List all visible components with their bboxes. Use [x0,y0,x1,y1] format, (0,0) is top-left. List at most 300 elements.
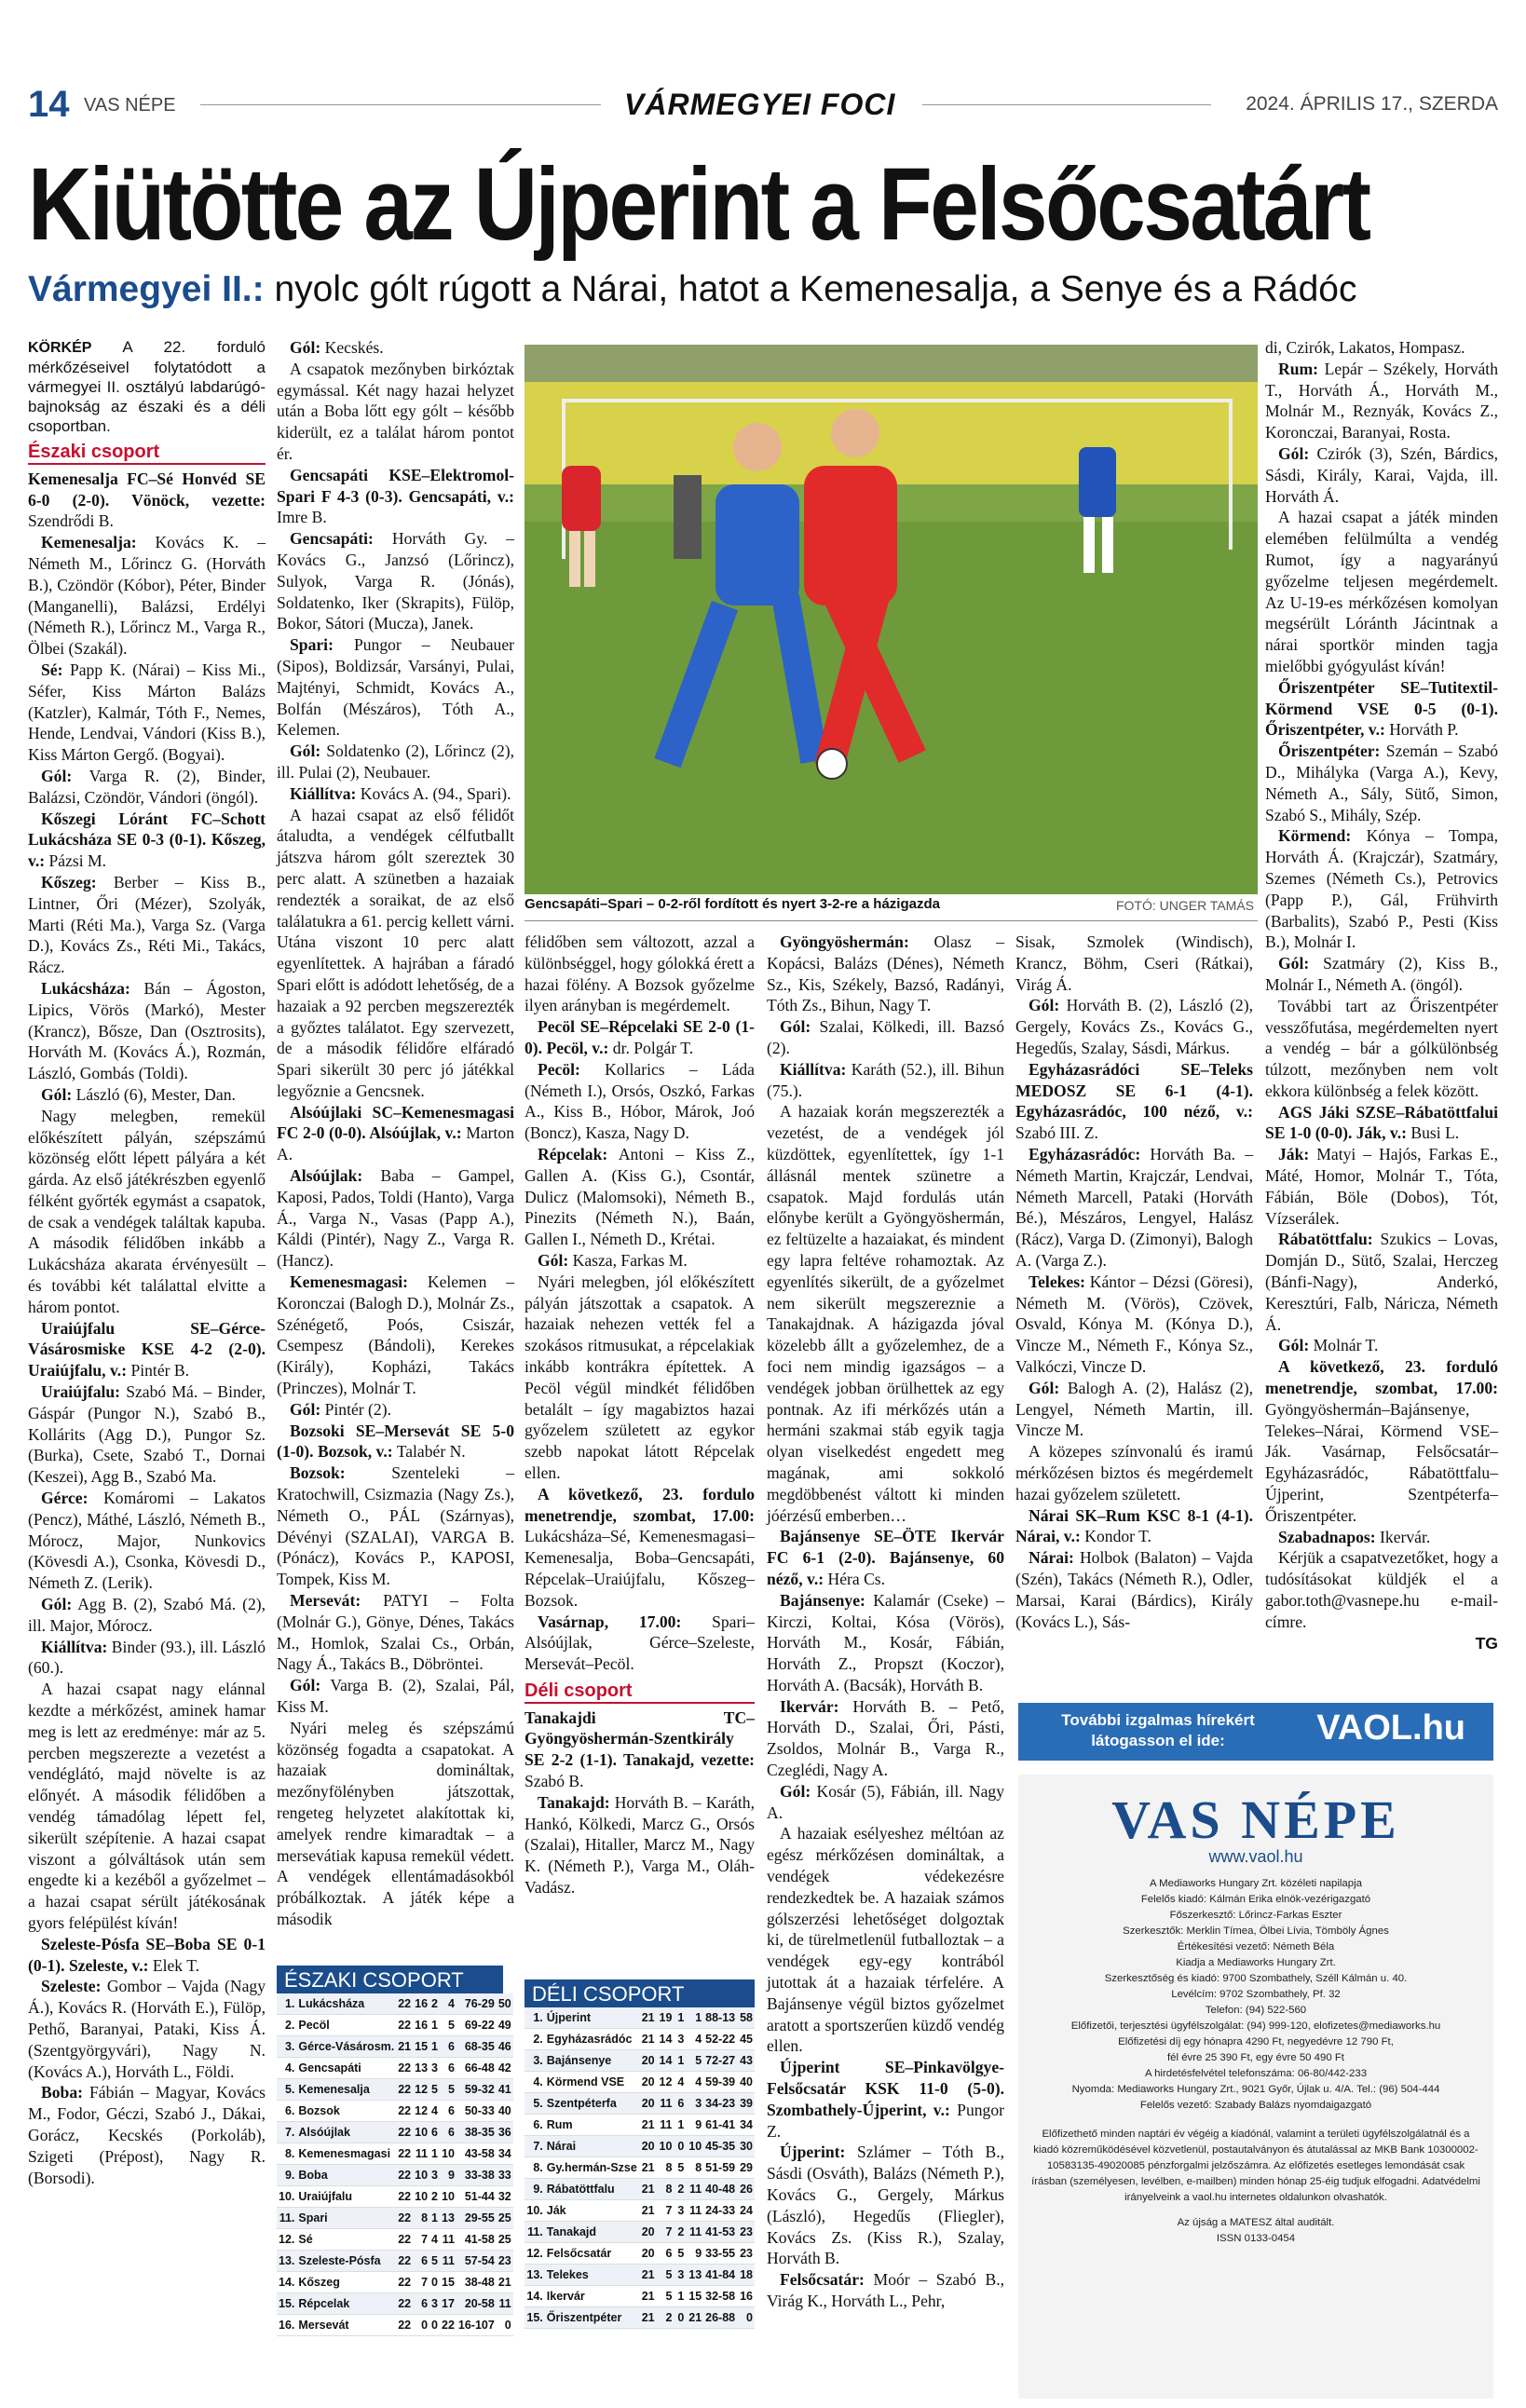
stat-cell: 13 [686,2265,703,2286]
standings-south-table [525,2007,755,2329]
paragraph: Kovács K. – Németh M., Lőrincz G. (Horváth B.), Czöndör (Kóbor), Péter, Binder (Manganelli), Balázsi, Erdélyi (Németh R.), Lőrincz M., Varga R., Ölbei (Szakál). [28,533,266,659]
team-name-cell: Mersevát [296,2315,396,2336]
stat-cell: 33-55 [703,2243,737,2265]
paragraph: Antoni – Kiss Z., Gallen A. (Kiss G.), Csontár, Dulicz (Malomsoki), Németh B., Pinezits (Németh N.), Baán, Gallen I., Németh D., Krétai. [525,1144,755,1249]
stat-cell: 1 [429,2036,440,2058]
standings-row [525,2050,755,2072]
stat-cell: 0 [413,2315,429,2336]
sent-off-label: Kiállítva: [41,1637,108,1656]
paragraph: Kelemen – Koronczai (Balogh D.), Molnár Zs., Szénégető, Poós, Csiszár, Csempesz (Bándoli), Kerekes (Király), Kopházi, Takács (Princzes), Molnár T. [277,1272,514,1398]
impressum-line: Szerkesztőség és kiadó: 9700 Szombathely, Széll Kálmán u. 40. [1104,1973,1408,1984]
standings-row [525,2093,755,2115]
stat-cell: 6 [440,2058,456,2079]
article-column-3 [525,932,755,1898]
paragraph: Sisak, Szmolek (Windisch), Krancz, Böhm, Cseri (Rátkai), Virág Á. [1015,932,1253,994]
sent-off-label: Kiállítva: [290,783,357,803]
stat-cell: 36 [497,2122,513,2143]
stat-cell: 20-58 [456,2293,497,2315]
stat-cell: 11 [440,2229,456,2251]
team-name-cell: Ikervár [545,2286,639,2307]
stat-cell: 21 [639,2200,657,2222]
stat-cell: 49 [497,2015,513,2036]
stat-cell: 2 [674,2179,686,2200]
paragraph: Bán – Ágoston, Lipics, Vörös (Markó), Mester (Krancz), Bősze, Dan (Osztrosits), Horváth M. (Kovács Á.), Rozmán, László, Gombás (Toldi). [28,978,266,1083]
impressum-line: Előfizetői, terjesztési ügyfélszolgálat: (94) 999-120, elofizetes@mediaworks.hu [1070,2020,1441,2032]
subheadline [28,268,1498,311]
match-heading: Újperint SE–Pinkavölgye-Felsőcsatár KSK 11-0 (5-0). Szombathely-Újperint, v.: [767,2058,1004,2119]
stat-cell: 3. [277,2036,296,2058]
stat-cell: 15 [440,2272,456,2293]
paragraph: Busi L. [1407,1123,1460,1143]
paragraph: Fábián – Magyar, Kovács M., Fodor, Géczi, Szabó J., Dákai, Gorácz, Kecskés (Porkoláb), Szigeti (Prépost), Nagy R. (Borsodi). [28,2083,266,2187]
paragraph: Elek T. [148,1955,200,1975]
paragraph: Spari–Alsóújlak, Gérce–Szeleste, Mersevát–Pecöl. [525,1612,755,1674]
paragraph: Binder (93.), ill. László (60.). [28,1637,266,1678]
header-rule-left [200,104,601,105]
standings-row [277,2208,513,2229]
stat-cell: 22 [396,2143,413,2165]
stat-cell: 0 [429,2315,440,2336]
stat-cell: 21 [396,2036,413,2058]
stat-cell: 1 [429,2015,440,2036]
standings-row [277,2315,513,2336]
team-name-cell: Rum [545,2115,639,2136]
paragraph: Moór – Szabó B., Virág K., Horváth L., Pehr, [767,2270,1004,2310]
team-label: Bajánsenye: [780,1590,865,1610]
stat-cell: 5 [440,2015,456,2036]
paragraph: Gombor – Vajda (Nagy Á.), Kovács R. (Horváth E.), Fülöp, Pethő, Baranyai, Pataki, Kiss Á. (Szentgyörgyvári), Nagy N. (Kovács A.), Horváth L., Földi. [28,1977,266,2081]
football-action-image [525,345,1258,894]
standings-row [525,2200,755,2222]
section-title: VÁRMEGYEI FOCI [624,88,896,121]
stat-cell: 23 [737,2222,755,2243]
paragraph: A hazaiak korán megszerezték a vezetést, de a vendégek jól küzdöttek, egyenlítettek, így 1-1 állásnál mentek szünetre a csapatok. Majd fordulás után előnybe került a Gyöngyöshermán, ez feltüzelte a hazaiakat, és mindent egy lapra feltéve rohamoztak. Az egyenlítés sikerült, de a győzelmet nem sikerült megszereznie a Tanakajdnak. A házigazda jóval közelebb állt a győzelemhez, de a foci nem mindig igazságos – a vendégek jobban örülhettek az egy pontnak. Az ifi mérkőzés után a hermáni szakmai stáb egyik tagja olyan viselkedést engedett meg magának, ami sokkoló megdöbbenést váltott ki minden jóérzésű emberben… [767,1102,1004,1525]
paragraph: Matyi – Hajós, Farkas E., Máté, Homor, Molnár T., Tóta, Fábián, Böle (Dobos), Tót, Vízserálek. [1265,1145,1498,1228]
paragraph: Soldatenko (2), Lőrincz (2), ill. Pulai (2), Neubauer. [277,741,514,782]
stat-cell: 16. [277,2315,296,2336]
paragraph: László (6), Mester, Dan. [72,1084,236,1104]
stat-cell: 24 [737,2200,755,2222]
paragraph: Kollarics – Láda (Németh I.), Orsós, Oszkó, Farkas A., Kiss B., Hóbor, Márok, Joó (Boncz), Kasza, Nagy D. [525,1059,755,1143]
stat-cell: 11 [686,2200,703,2222]
match-heading: AGS Jáki SZSE–Rábatöttfalui SE 1-0 (0-0). Ják, v.: [1265,1102,1498,1143]
impressum-line: Felelős kiadó: Kálmán Erika elnök-vezérigazgató [1140,1894,1371,1905]
article-column-5 [1015,932,1253,1632]
stat-cell: 11 [657,2093,674,2115]
goals-label: Gól: [1278,954,1310,973]
photo-credit: FOTÓ: UNGER TAMÁS [1115,898,1254,913]
impressum-line: Telefon: (94) 522-560 [1205,2005,1307,2016]
website-url[interactable]: www.vaol.hu [1208,1847,1303,1866]
paragraph: Horváth Ba. – Németh Martin, Krajczár, Lendvai, Németh Marcell, Pataki (Horváth Bé.), Mészáros, Lengyel, Halász (Rácz), Varga D. (Zimonyi), Balogh A. (Varga Z.). [1015,1144,1253,1270]
stat-cell: 7 [413,2229,429,2251]
stat-cell: 8. [277,2143,296,2165]
team-label: Gérce: [41,1489,89,1508]
lead-text: A 22. forduló mérkőzéseivel folytatódott a vármegyei II. osztályú labdarúgó-bajnokság az északi és a déli csoportban. [28,338,266,435]
stat-cell: 66-48 [456,2058,497,2079]
stat-cell: 20 [639,2243,657,2265]
promo-brand[interactable]: VAOL.hu [1316,1708,1465,1748]
publication-name: VAS NÉPE [84,95,176,116]
paragraph: Szabó III. Z. [1015,1123,1098,1143]
standings-row [277,2122,513,2143]
stat-cell: 8. [525,2157,545,2179]
stat-cell: 18 [737,2265,755,2286]
team-name-cell: Kemenesalja [296,2079,396,2101]
stat-cell: 4. [277,2058,296,2079]
paragraph: Balogh A. (2), Halász (2), Lengyel, Németh Martin, ill. Vincze M. [1015,1378,1253,1440]
stat-cell: 26 [737,2179,755,2200]
stat-cell: 7 [413,2272,429,2293]
goals-label: Gól: [780,1781,811,1801]
stat-cell: 6. [277,2101,296,2122]
team-name-cell: Őriszentpéter [545,2307,639,2329]
stat-cell: 4 [440,1993,456,2015]
stat-cell: 13. [525,2265,545,2286]
match-heading: Nárai SK–Rum KSC 8-1 (4-1). Nárai, v.: [1015,1505,1253,1546]
stat-cell: 11 [686,2222,703,2243]
paragraph: Holbok (Balaton) – Vajda (Szén), Takács (Németh R.), Odler, Marsai, Karai (Bárdics), Király (Kovács L.), Sás- [1015,1548,1253,1631]
stat-cell: 19 [657,2007,674,2029]
team-name-cell: Alsóújlak [296,2122,396,2143]
impressum-line: fél évre 25 390 Ft, egy évre 50 490 Ft [1167,2052,1344,2063]
stat-cell: 21 [639,2265,657,2286]
stat-cell: 45 [737,2029,755,2050]
stat-cell: 76-29 [456,1993,497,2015]
stat-cell: 12. [525,2243,545,2265]
stat-cell: 9 [440,2165,456,2186]
paragraph: Héra Cs. [824,1569,886,1588]
stat-cell: 0 [497,2315,513,2336]
stat-cell: 29-55 [456,2208,497,2229]
paragraph: Marton A. [277,1123,514,1164]
standings-row [525,2157,755,2179]
vaol-promo-banner[interactable] [1018,1703,1493,1761]
stat-cell: 34 [737,2115,755,2136]
impressum-line: Levélcím: 9702 Szombathely, Pf. 32 [1171,1989,1341,2000]
match-heading: Szeleste-Pósfa SE–Boba SE 0-1 (0-1). Szeleste, v.: [28,1934,266,1975]
stat-cell: 52-22 [703,2029,737,2050]
match-heading: Uraiújfalu SE–Gérce-Vásárosmiske KSE 4-2 (2-0). Uraiújfalu, v.: [28,1318,266,1381]
standings-row [277,2251,513,2272]
korkep-label: KÖRKÉP [28,340,92,356]
team-label: Bozsok: [290,1463,346,1483]
paragraph: Ikervár. [1375,1527,1431,1546]
impressum-line: A hirdetésfelvétel telefonszáma: 06-80/442-233 [1144,2068,1368,2079]
paragraph: Nyári melegben, jól előkészített pályán játszottak a csapatok. A hazaiak nehezen vették fel a szokásos ritmusukat, a répcelakiak inkább kontrákra építettek. A Pecöl végül mindkét félidőben betalált – így magabiztos hazai győzelem született az egykor szebb napokat látott Répcelak ellen. [525,1272,755,1482]
paragraph: Baba – Gampel, Kaposi, Pados, Toldi (Hanto), Varga Á., Varga N., Vasas (Papp A.), Káldi (Pintér), Nagy Z., Varga R. (Hancz). [277,1166,514,1271]
stat-cell: 68-35 [456,2036,497,2058]
impressum-line: Főszerkesztő: Lőrincz-Farkas Eszter [1169,1910,1342,1921]
stat-cell: 15 [413,2036,429,2058]
paragraph: Horváth B. – Karáth, Hankó, Kölkedi, Marcz G., Orsós (Szalai), Hitaller, Marcz M., Nagy K. (Németh P.), Varga M., Oláh-Vadász. [525,1792,755,1898]
audit-line: Az újság a MATESZ által auditált. [1177,2217,1335,2228]
paragraph: Szenteleki – Kratochwill, Csizmazia (Nagy Zs.), Németh O., PÁL (Szárnyas), Dévényi (SZALAI), VARGA B. (Pónácz), Kovács P., KAPOSI, Tompek, Kiss M. [277,1463,514,1589]
stat-cell: 1 [674,2115,686,2136]
stat-cell: 11 [440,2251,456,2272]
paragraph: Imre B. [277,508,327,527]
paragraph: Lukácsháza–Sé, Kemenesmagasi–Kemenesalja, Boba–Gencsapáti, Répcelak–Uraiújfalu, Kőszeg–Bozsok. [525,1527,755,1610]
stat-cell: 24-33 [703,2200,737,2222]
standings-row [525,2243,755,2265]
team-label: Répcelak: [538,1144,608,1163]
stat-cell: 0 [429,2272,440,2293]
stat-cell: 10 [413,2122,429,2143]
team-name-cell: Kőszeg [296,2272,396,2293]
subheadline-lead: Vármegyei II.: [28,269,265,309]
stat-cell: 13 [440,2208,456,2229]
stat-cell: 21 [686,2307,703,2329]
stat-cell: 3 [674,2265,686,2286]
stat-cell: 16 [737,2286,755,2307]
stat-cell: 45-35 [703,2136,737,2157]
stat-cell: 41 [497,2079,513,2101]
stat-cell: 17 [440,2293,456,2315]
stat-cell: 40 [497,2101,513,2122]
paragraph: Horváth Gy. – Kovács G., Janzsó (Lőrincz), Sulyok, Varga R. (Jónás), Soldatenko, Iker (Skrapits), Fülöp, Bokor, Sátori (Mucza), Janek. [277,529,514,633]
headline: Kiütötte az Újperint a Felsőcsatárt [28,147,1369,262]
paragraph: Berber – Kiss B., Lintner, Őri (Mézer), Szolyák, Marti (Réti Ma.), Varga Sz. (Varga D.), Kovács Zs., Réti Mi., Takács, Rácz. [28,872,266,977]
stat-cell: 8 [686,2157,703,2179]
paragraph: Kovács A. (94., Spari). [356,783,511,803]
stat-cell: 6. [525,2115,545,2136]
stat-cell: 3 [429,2165,440,2186]
team-name-cell: Nárai [545,2136,639,2157]
stat-cell: 22 [396,2272,413,2293]
paragraph: Horváth P. [1384,720,1459,740]
stat-cell: 22 [440,2315,456,2336]
stat-cell: 22 [396,2251,413,2272]
stat-cell: 21 [639,2307,657,2329]
standings-row [277,2101,513,2122]
goals-label: Gól: [1278,443,1310,463]
match-heading: Egyházasrádóci SE–Teleks MEDOSZ SE 6-1 (4-1). Egyházasrádóc, 100 néző, v.: [1015,1059,1253,1122]
stat-cell: 10 [413,2186,429,2208]
stat-cell: 22 [396,2122,413,2143]
stat-cell: 11 [413,2143,429,2165]
stat-cell: 41-84 [703,2265,737,2286]
paragraph: Talabér N. [392,1442,466,1462]
match-heading: Kemenesalja FC–Sé Honvéd SE 6-0 (2-0). Vönöck, vezette: [28,469,266,510]
standings-row [277,2143,513,2165]
standings-row [525,2265,755,2286]
stat-cell: 12 [413,2079,429,2101]
stat-cell: 8 [657,2179,674,2200]
team-label: Kemenesmagasi: [290,1272,409,1292]
team-name-cell: Rábatöttfalu [545,2179,639,2200]
match-heading: Alsóújlaki SC–Kemenesmagasi FC 2-0 (0-0). Alsóújlak, v.: [277,1102,514,1143]
standings-row [525,2179,755,2200]
team-name-cell: Gérce-Vásárosm. [296,2036,396,2058]
paragraph: Papp K. (Nárai) – Kiss Mi., Séfer, Kiss Márton Balázs (Katzler), Kalmár, Tóth F., Nemes, Hende, Lendvai, Vándori (Kiss B.), Kiss Márton Gergő. (Bogyai). [28,660,266,765]
standings-row [277,2272,513,2293]
stat-cell: 9. [277,2165,296,2186]
standings-north-table [277,1993,513,2336]
standings-row [525,2307,755,2329]
team-name-cell: Lukácsháza [296,1993,396,2015]
stat-cell: 14. [277,2272,296,2293]
stat-cell: 58 [737,2007,755,2029]
goals-label: Gól: [41,1084,73,1104]
stat-cell: 11 [497,2293,513,2315]
goals-label: Gól: [538,1250,569,1270]
match-heading: Bajánsenye SE–ÖTE Ikervár FC 6-1 (2-0). Bajánsenye, 60 néző, v.: [767,1527,1004,1588]
stat-cell: 10 [440,2186,456,2208]
goals-label: Gól: [41,1595,73,1614]
team-label: Körmend: [1278,826,1352,846]
paragraph: Szabó Má. – Binder, Gáspár (Pungor N.), Szabó B., Kollárits (Agg D.), Pungor Sz. (Burka), Csete, Szabó T., Dornai (Keszei), Agg B., Szabó Ma. [28,1382,266,1487]
team-name-cell: Kemenesmagasi [296,2143,396,2165]
paragraph: Szendrődi B. [28,511,114,531]
issn-line: ISSN 0133-0454 [1216,2233,1296,2244]
paragraph: A hazaiak esélyeshez méltóan az egész mérkőzésen domináltak, a vendégek védekezésre rendezkedtek be. A hazaiak számos gólszerzési lehetőséget dolgoztak ki, de türelmetlenül futballoztak – a vendégek egy-egy kontrából jutottak át a hazaiak térfelére. A Bajánsenye végül biztos győzelmet aratott a sportszerűen küzdő vendég ellen. [767,1824,1004,2056]
paragraph: Agg B. (2), Szabó Má. (2), ill. Major, Mórocz. [28,1595,266,1635]
paragraph: Szemán – Szabó D., Mihályka (Varga A.), Kevy, Németh A., Sály, Sütő, Simon, Szabó S., Mihály, Szép. [1265,741,1498,824]
stat-cell: 21 [497,2272,513,2293]
stat-cell: 6 [657,2243,674,2265]
stat-cell: 21 [639,2179,657,2200]
paragraph: félidőben sem változott, azzal a különbséggel, hogy gólokká érett a hazai fölény. A Bozsok győzelme ilyen arányban is megérdemelt. [525,932,755,1015]
paragraph: Molnár T. [1309,1336,1379,1355]
paragraph: dr. Polgár T. [608,1038,694,1057]
stat-cell: 7 [657,2200,674,2222]
impressum-line: Kiadja a Mediaworks Hungary Zrt. [1176,1957,1336,1968]
stat-cell: 3 [429,2058,440,2079]
match-heading: Gencsapáti KSE–Elektromol-Spari F 4-3 (0-3). Gencsapáti, v.: [277,465,514,506]
paragraph: Lepár – Székely, Horváth T., Horváth Á., Horváth M., Molnár M., Reznyák, Kovács Z., Koronczai, Baranyai, Rosta. [1265,359,1498,442]
team-name-cell: Újperint [545,2007,639,2029]
team-name-cell: Szentpéterfa [545,2093,639,2115]
team-label: Telekes: [1029,1272,1085,1291]
stat-cell: 8 [657,2157,674,2179]
group-heading-north: Északi csoport [28,442,266,465]
stat-cell: 43 [737,2050,755,2072]
stat-cell: 11. [277,2208,296,2229]
stat-cell: 7. [525,2136,545,2157]
standings-south [525,1979,755,2329]
schedule-heading: A következő, 23. forduló menetrendje, szombat, 17.00: [1265,1357,1498,1398]
stat-cell: 5. [277,2079,296,2101]
stat-cell: 7. [277,2122,296,2143]
stat-cell: 6 [413,2251,429,2272]
header-rule-right [922,104,1211,105]
stat-cell: 10 [686,2136,703,2157]
paragraph: Pintér B. [127,1361,190,1381]
stat-cell: 11 [686,2179,703,2200]
stat-cell: 57-54 [456,2251,497,2272]
match-heading: Őriszentpéter SE–Tutitextil-Körmend VSE 0-5 (0-1). Őriszentpéter, v.: [1265,677,1498,740]
goals-label: Gól: [780,1017,811,1037]
match-heading: Pecöl SE–Répcelaki SE 2-0 (1-0). Pecöl, v.: [525,1017,755,1057]
stat-cell: 25 [497,2229,513,2251]
stat-cell: 1. [277,1993,296,2015]
match-heading: Kőszegi Lóránt FC–Schott Lukácsháza SE 0-3 (0-1). Kőszeg, v.: [28,809,266,871]
goals-label: Gól: [290,1676,321,1695]
stat-cell: 41-53 [703,2222,737,2243]
stat-cell: 2 [657,2307,674,2329]
stat-cell: 26-88 [703,2307,737,2329]
paragraph: Pázsi M. [45,851,107,871]
stat-cell: 22 [396,2015,413,2036]
stat-cell: 10. [525,2200,545,2222]
team-label: Rábatöttfalu: [1278,1230,1373,1249]
paragraph: Pungor – Neubauer (Sipos), Boldizsár, Varsányi, Pulai, Majtényi, Schmidt, Kovács A., Bolfán (Mészáros), Tóth A., Kelemen. [277,635,514,740]
stat-cell: 3 [686,2093,703,2115]
paragraph: Pintér (2). [320,1399,391,1419]
paragraph: Kecskés. [320,338,384,357]
stat-cell: 11 [657,2115,674,2136]
stat-cell: 21 [639,2115,657,2136]
stat-cell: 25 [497,2208,513,2229]
stat-cell: 5 [674,2157,686,2179]
stat-cell: 34-23 [703,2093,737,2115]
stat-cell: 5 [429,2251,440,2272]
paragraph: Nyári meleg és szépszámú közönség fogadta a csapatokat. A hazaiak domináltak, mezőnyfölényben játszottak, rengeteg helyzetet alakítottak ki, amelyek rendre kimaradtak – a mersevátiak kapusa remekül védett. A vendégek ellentámadásokból próbálkoztak. A játék képe a második [277,1718,514,1928]
paragraph: Szalai, Kölkedi, ill. Bazsó (2). [767,1017,1004,1057]
team-label: Kemenesalja: [41,533,137,552]
stat-cell: 46 [497,2036,513,2058]
stat-cell: 1 [674,2007,686,2029]
goals-label: Gól: [1029,1378,1060,1397]
stat-cell: 20 [639,2136,657,2157]
match-heading: Bozsoki SE–Mersevát SE 5-0 (1-0). Bozsok, v.: [277,1421,514,1462]
team-name-cell: Telekes [545,2265,639,2286]
stat-cell: 23 [737,2243,755,2265]
stat-cell: 5 [657,2265,674,2286]
stat-cell: 15. [277,2293,296,2315]
stat-cell: 6 [674,2093,686,2115]
impressum-line: A Mediaworks Hungary Zrt. közéleti napilapja [1150,1878,1362,1889]
stat-cell: 38-35 [456,2122,497,2143]
team-label: Rum: [1278,359,1319,378]
stat-cell: 4. [525,2072,545,2093]
stat-cell: 4 [674,2072,686,2093]
stat-cell: 20 [639,2072,657,2093]
goals-label: Gól: [290,338,321,357]
stat-cell: 30 [737,2136,755,2157]
schedule-heading: A következő, 23. fordulo menetrendje, szombat, 17.00: [525,1484,755,1525]
paragraph: Szatmáry (2), Kiss B., Molnár I., Németh A. (öngól). [1265,954,1498,994]
stat-cell: 22 [396,2208,413,2229]
impressum-note: Előfizethető minden naptári év végéig a kiadónál, valamint a területi ügyfélszolgálatnál és a kiadó közreműködésével közvetlenül, postautalványon és átutalással az MKB Bank 10300002-10583135-49020085 pénzforgalmi jelzőszámra. Az előfizetés esetleges lemondását csak írásban (személyesen, levélben, e-mailben) minden hónap 25-éig tudjuk elfogadni. Adatvédelmi irányelveink a vaol.hu internetes oldalunkon olvashatók. [1031,2129,1480,2203]
stat-cell: 5 [440,2079,456,2101]
stat-cell: 21 [639,2286,657,2307]
team-label: Uraiújfalu: [41,1382,121,1402]
team-name-cell: Pecöl [296,2015,396,2036]
stat-cell: 12. [277,2229,296,2251]
team-label: Pecöl: [538,1059,580,1079]
team-name-cell: Tanakajd [545,2222,639,2243]
page-header [28,84,1498,125]
team-name-cell: Spari [296,2208,396,2229]
stat-cell: 22 [396,1993,413,2015]
paragraph: A hazai csapat nagy elánnal kezdte a mérkőzést, aminek hamar meg is lett az eredménye: már az 5. percben megszerezte a vezetést a vendéglátó, majd növelte is az előnyét. A második félidőben a vendég támadólag lépett fel, sikerült szépítenie. A hazai csapat viszont a gólváltások után sem engedte ki a kezéből a győzelmet – a hazai csapat sérült játékosának gyors felépülést kíván! [28,1680,266,1932]
stat-cell: 15 [686,2286,703,2307]
stat-cell: 10 [413,2165,429,2186]
stat-cell: 12 [413,2101,429,2122]
paragraph: Kasza, Farkas M. [568,1250,688,1270]
stat-cell: 4 [686,2072,703,2093]
stat-cell: 20 [639,2222,657,2243]
stat-cell: 2 [429,2186,440,2208]
stat-cell: 6 [413,2293,429,2315]
stat-cell: 9 [686,2243,703,2265]
stat-cell: 6 [440,2036,456,2058]
team-label: Őriszentpéter: [1278,741,1381,761]
team-label: Újperint: [780,2143,846,2162]
standings-south-title: DÉLI CSOPORT [525,1979,755,2007]
stat-cell: 9. [525,2179,545,2200]
